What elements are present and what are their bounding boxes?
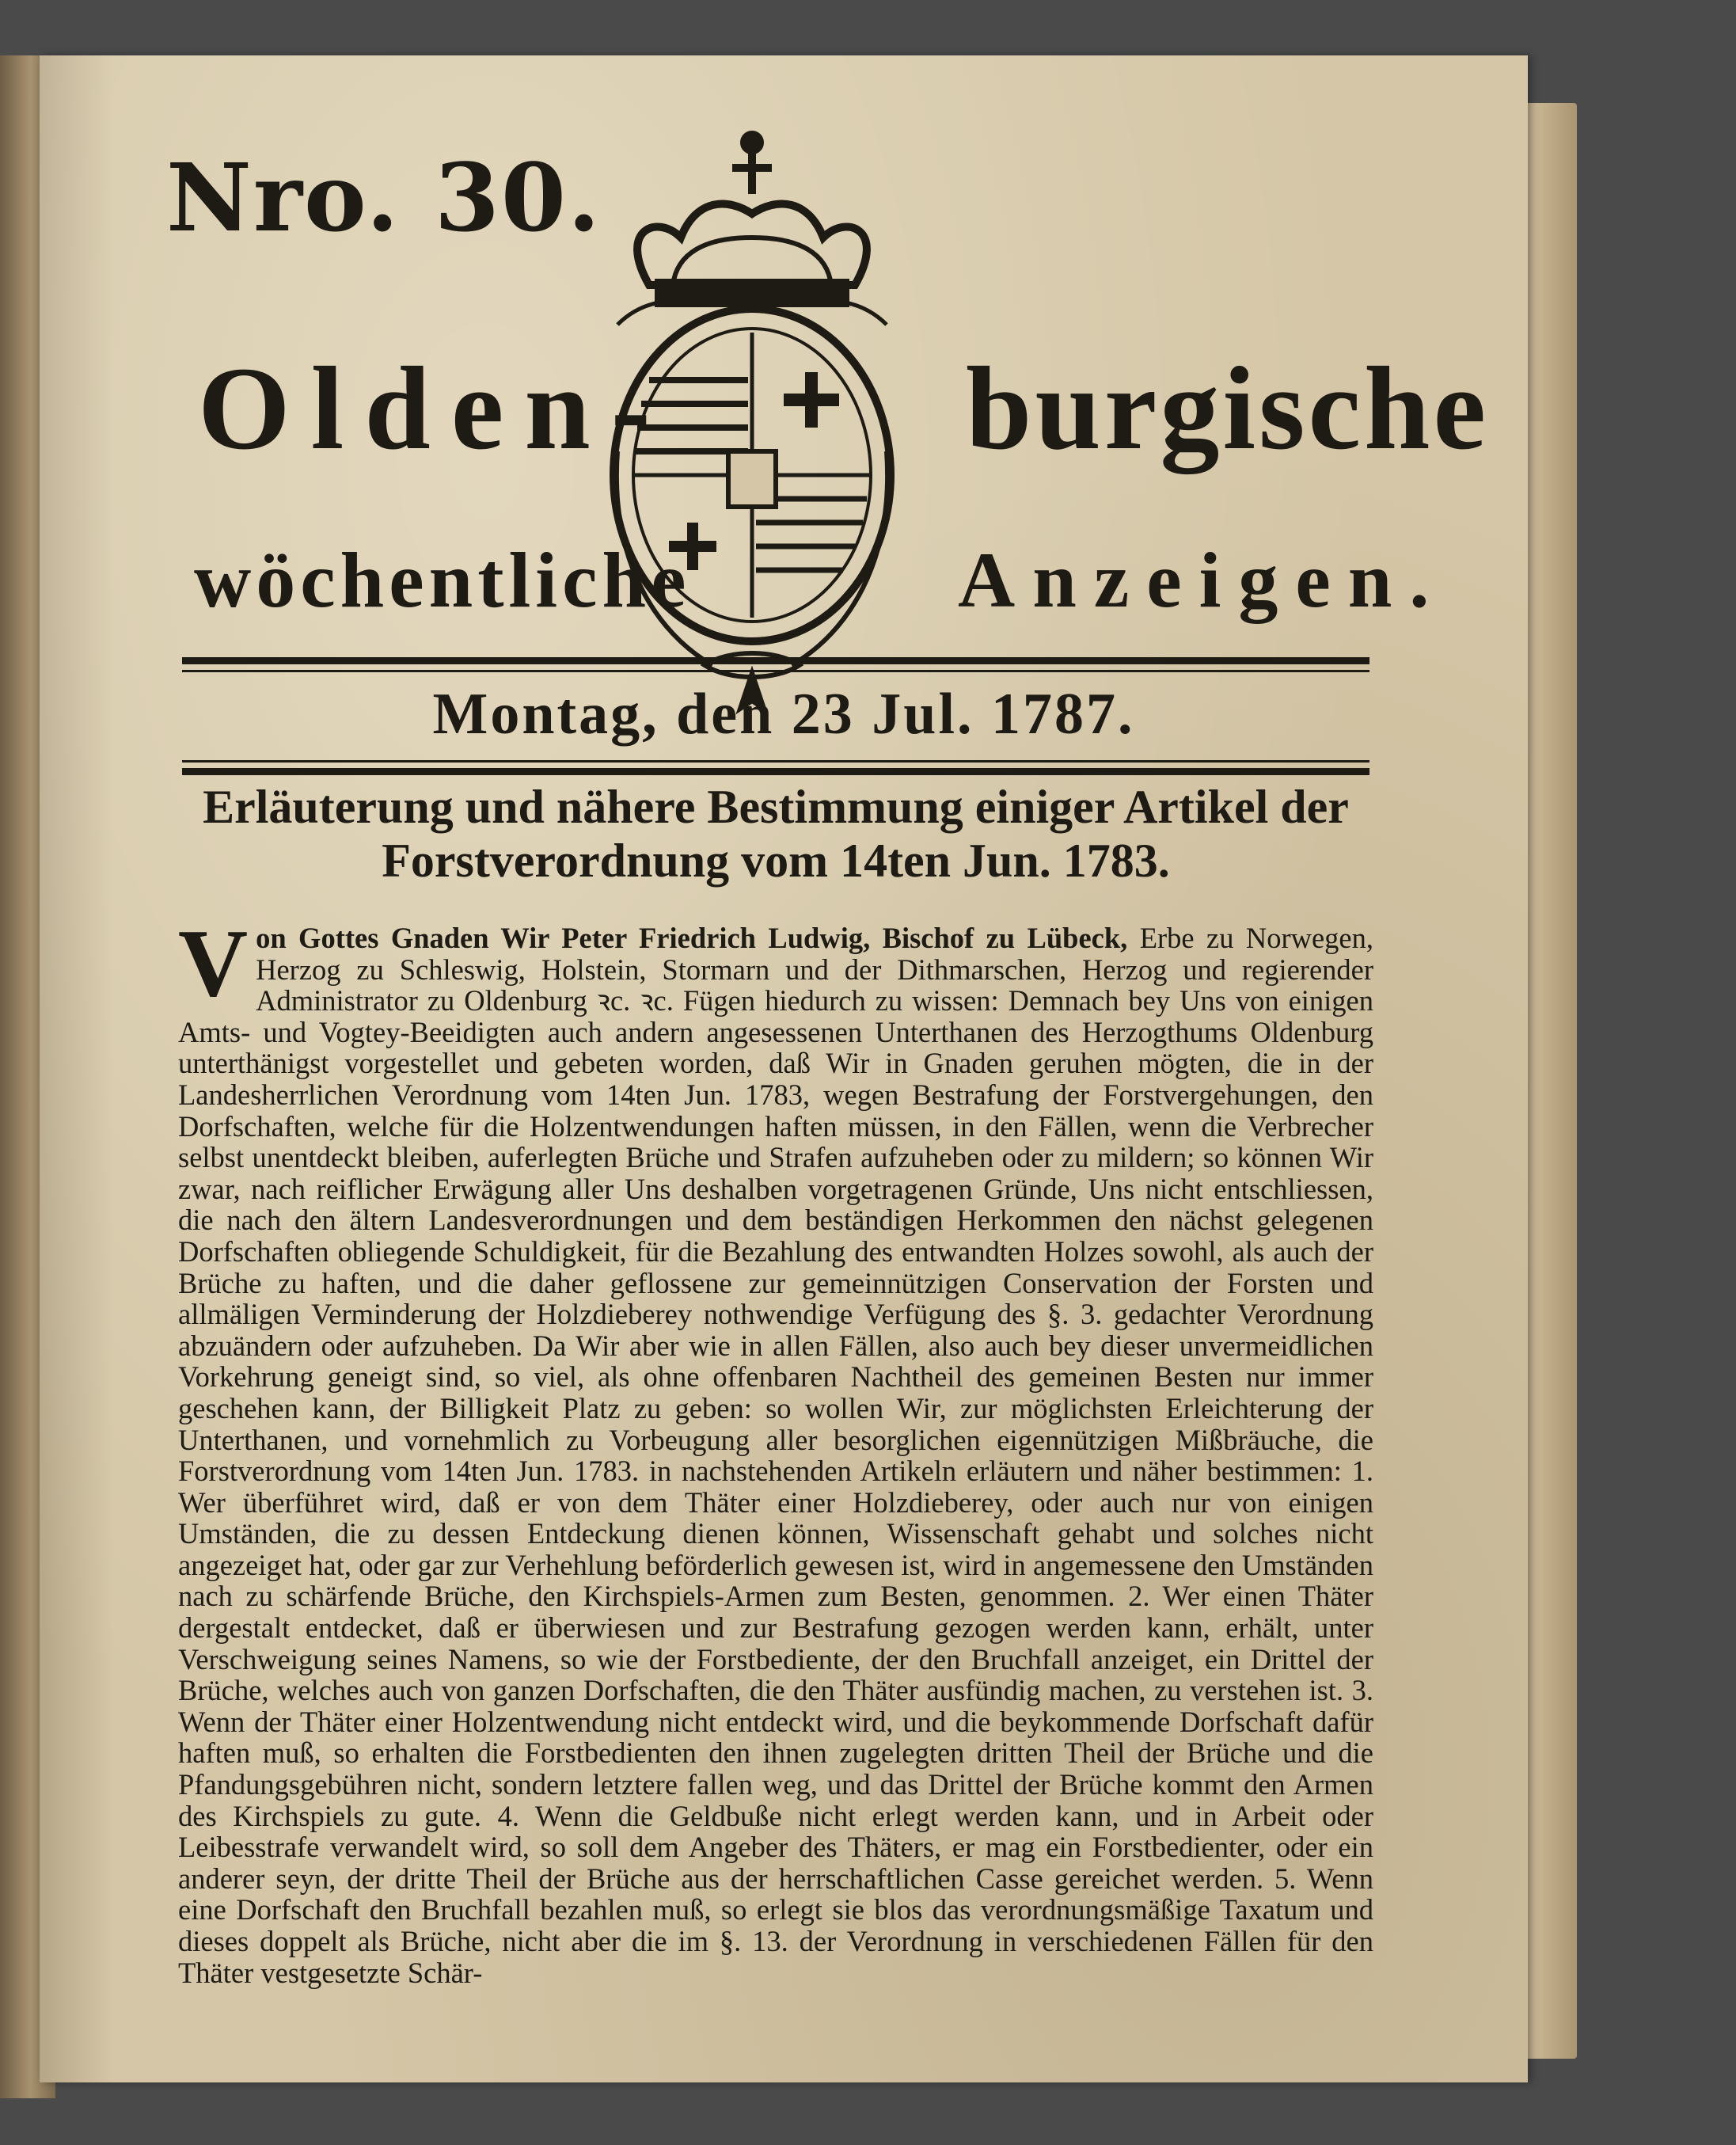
article-title xyxy=(174,780,1377,888)
article-body xyxy=(178,910,1373,1989)
article-opening: on Gottes Gnaden Wir Peter Friedrich Ludwig, Bischof zu Lübeck, xyxy=(256,922,1128,954)
newspaper-page xyxy=(40,55,1528,2082)
article-title-line-1: Erläuterung und nähere Bestimmung einiger Artikel der xyxy=(203,781,1349,833)
drop-cap: V xyxy=(178,910,249,1017)
issue-date: Montag, den 23 Jul. 1787. xyxy=(432,682,1135,747)
article-text: Erbe zu Norwegen, Herzog zu Schleswig, Holstein, Stormarn und der Dithmarschen, Herzog und regierender Administrator zu Oldenburg ꝛc. ꝛc. Fügen hiedurch zu wissen: Demnach bey Uns von einigen Amts- und Vogtey-Beeidigten auch andern angesessenen Unterthanen des Herzogthums Oldenburg unterthänigst vorgestellet und gebeten worden, daß Wir in Gnaden geruhen mögten, die in der Landesherrlichen Verordnung vom 14ten Jun. 1783, wegen Bestrafung der Forstvergehungen, den Dorfschaften, welche für die Holzentwendungen haften müssen, in den Fällen, wenn die Verbrecher selbst unentdeckt bleiben, auferlegten Brüche und Strafen aufzuheben oder zu mildern; so können Wir zwar, nach reiflicher Erwägung aller Uns deshalben vorgetragenen Gründe, Uns nicht entschliessen, die nach den ältern Landesverordnungen und dem beständigen Herkommen den nächst gelegenen Dorfschaften obliegende Schuldigkeit, für die Bezahlung des entwandten Holzes sowohl, als auch der Brüche zu haften, und die daher geflossene zur gemeinnützigen Conservation der Forsten und allmäligen Verminderung der Holzdieberey nothwendige Verfügung des §. 3. gedachter Verordnung abzuändern oder aufzuheben. Da Wir aber wie in allen Fällen, also auch bey dieser unvermeidlichen Vorkehrung geneigt sind, so viel, als ohne offenbaren Nachtheil des gemeinen Besten nur immer geschehen kann, der Billigkeit Platz zu geben: so wollen Wir, zur möglichsten Erleichterung der Unterthanen, und vornehmlich zu Vorbeugung aller besorglichen eigennützigen Mißbräuche, die Forstverordnung vom 14ten Jun. 1783. in nachstehenden Artikeln erläutern und näher bestimmen: 1. Wer überführet wird, daß er von dem Thäter einer Holzdieberey, oder auch nur von einigen Umständen, die zu dessen Entdeckung dienen können, Wissenschaft gehabt und solches nicht angezeiget hat, oder gar zur Verhehlung beförderlich gewesen ist, wird in angemessene den Umständen nach zu schärfende Brüche, den Kirchspiels-Armen zum Besten, genommen. 2. Wer einen Thäter dergestalt entdecket, daß er überwiesen und zur Bestrafung gezogen werden kann, erhält, unter Verschweigung seines Namens, so wie der Forstbediente, der den Bruchfall anzeiget, ein Drittel der Brüche, welches auch von ganzen Dorfschaften, die den Thäter ausfündig machen, zu verstehen ist. 3. Wenn der Thäter einer Holzentwendung nicht entdeckt wird, und die beykommende Dorfschaft dafür haften muß, so erhalten die Forstbedienten den ihnen zugelegten dritten Theil der Brüche und die Pfandungsgebühren nicht, sondern letztere fallen weg, und das Drittel der Brüche kommt den Armen des Kirchspiels zu gute. 4. Wenn die Geldbuße nicht erlegt werden kann, und in Arbeit oder Leibesstrafe verwandelt wird, so soll dem Angeber des Thäters, er mag ein Forstbedienter, oder ein anderer seyn, der dritte Theil der Brüche aus der herrschaftlichen Casse gereichet werden. 5. Wenn eine Dorfschaft den Bruchfall bezahlen muß, so erlegt sie blos das verordnungsmäßige Taxatum und dieses doppelt als Brüche, nicht aber die im §. 13. der Verordnung in verschiedenen Fällen für den Thäter vestgesetzte Schär- xyxy=(178,922,1373,1989)
bottom-rule xyxy=(182,768,1369,775)
bottom-rule-thin xyxy=(182,760,1369,763)
top-rule-thin xyxy=(182,670,1369,672)
subtitle-right: Anzeigen. xyxy=(958,536,1447,624)
masthead-left: Olden- xyxy=(198,343,671,474)
issue-number: Nro. 30. xyxy=(166,143,602,253)
article-title-line-2: Forstverordnung vom 14ten Jun. 1783. xyxy=(382,835,1170,887)
subtitle-left: wöchentliche xyxy=(194,536,691,624)
top-rule xyxy=(182,657,1369,664)
masthead-right: burgische xyxy=(966,343,1490,474)
